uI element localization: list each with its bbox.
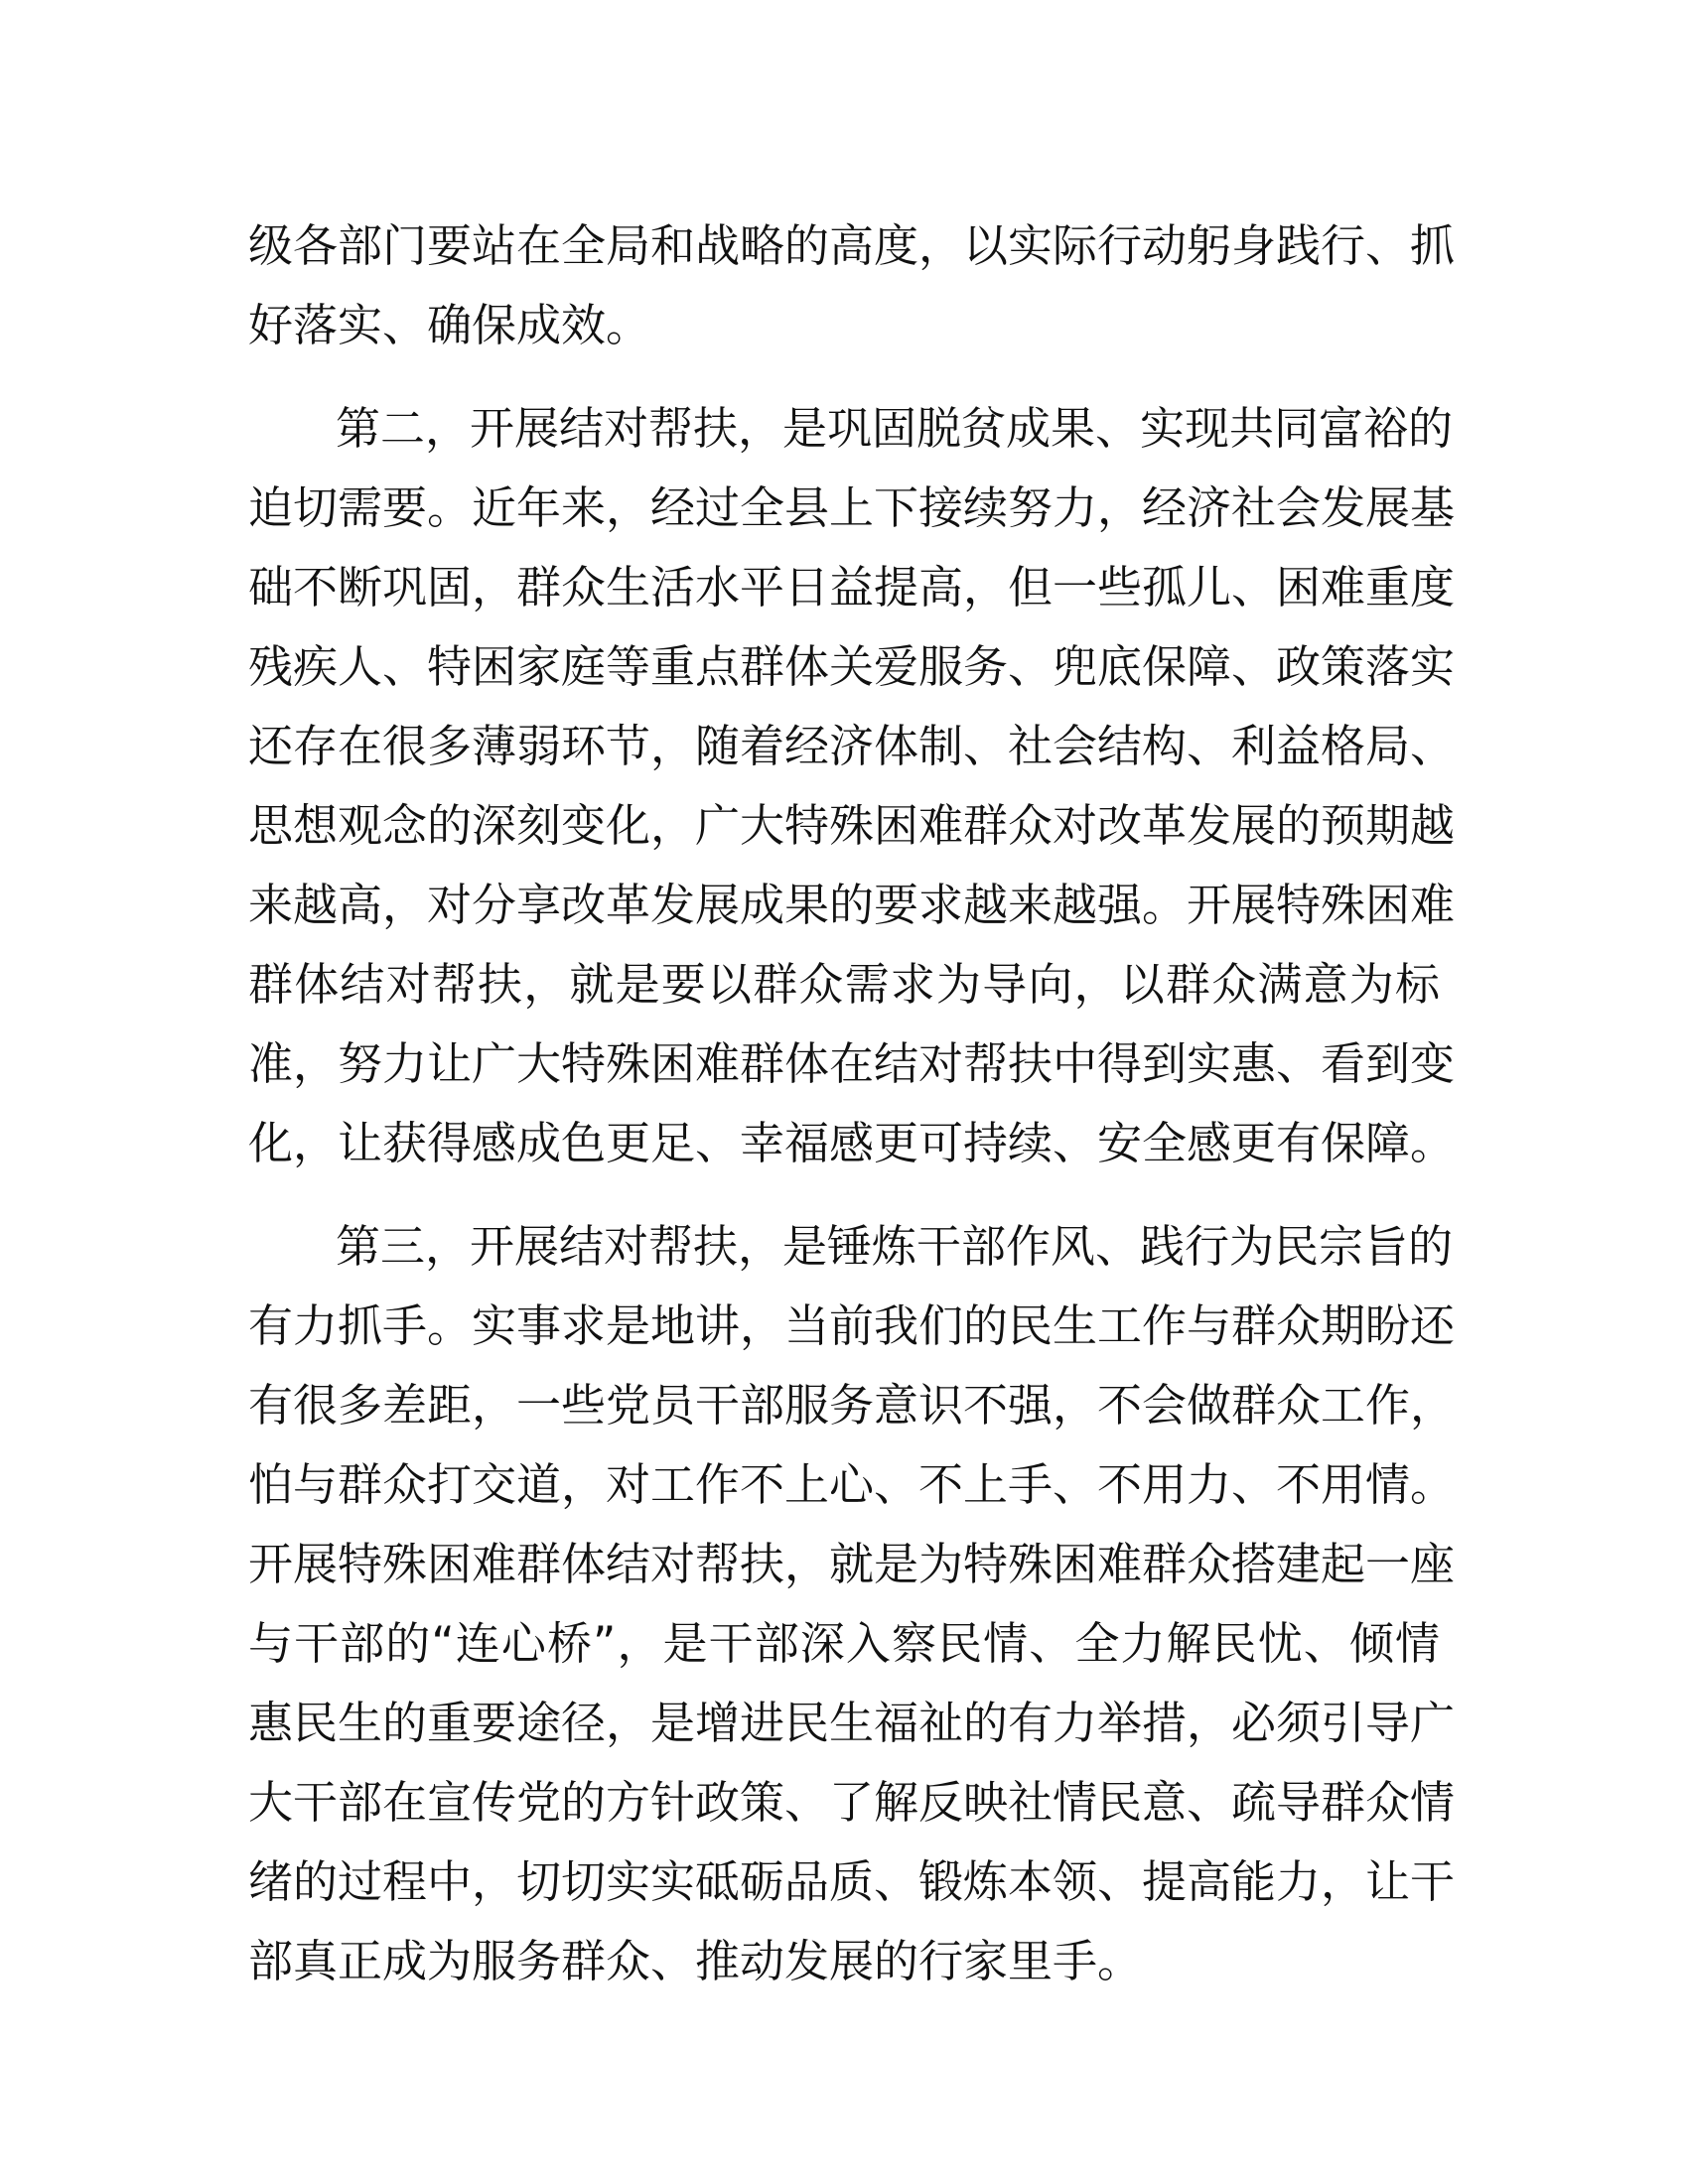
paragraph-line: 准，努力让广大特殊困难群体在结对帮扶中得到实惠、看到变 [248,1037,1456,1090]
paragraph-line: 绪的过程中，切切实实砥砺品质、锻炼本领、提高能力，让干 [248,1855,1456,1908]
paragraph-line: 好落实、确保成效。 [248,299,651,351]
paragraph-spacer [248,365,1440,389]
paragraph-line: 部真正成为服务群众、推动发展的行家里手。 [248,1935,1143,1987]
paragraph-line: 第三，开展结对帮扶，是锤炼干部作风、践行为民宗旨的 [336,1220,1454,1273]
paragraph-line: 与干部的“连心桥”，是干部深入察民情、全力解民忧、倾情 [248,1617,1440,1670]
paragraph-line: 开展特殊困难群体结对帮扶，就是为特殊困难群众搭建起一座 [248,1538,1456,1590]
paragraph-line: 迫切需要。近年来，经过全县上下接续努力，经济社会发展基 [248,481,1456,534]
paragraph-spacer [248,1183,1440,1207]
paragraph-line: 思想观念的深刻变化，广大特殊困难群众对改革发展的预期越 [248,799,1456,852]
paragraph-line: 还存在很多薄弱环节，随着经济体制、社会结构、利益格局、 [248,720,1456,772]
paragraph-line: 怕与群众打交道，对工作不上心、不上手、不用力、不用情。 [248,1458,1456,1511]
paragraph-line: 第二，开展结对帮扶，是巩固脱贫成果、实现共同富裕的 [336,402,1454,455]
paragraph-1 [248,206,1456,365]
paragraph-line: 础不断巩固，群众生活水平日益提高，但一些孤儿、困难重度 [248,561,1456,614]
document-body [248,206,1456,2001]
paragraph-2 [248,389,1456,1183]
paragraph-3 [248,1207,1456,2001]
paragraph-line: 惠民生的重要途径，是增进民生福祉的有力举措，必须引导广 [248,1697,1456,1749]
paragraph-line: 来越高，对分享改革发展成果的要求越来越强。开展特殊困难 [248,879,1456,931]
paragraph-line: 有力抓手。实事求是地讲，当前我们的民生工作与群众期盼还 [248,1299,1456,1352]
paragraph-line: 大干部在宣传党的方针政策、了解反映社情民意、疏导群众情 [248,1776,1456,1829]
paragraph-line: 残疾人、特困家庭等重点群体关爱服务、兜底保障、政策落实 [248,640,1456,693]
paragraph-line: 化，让获得感成色更足、幸福感更可持续、安全感更有保障。 [248,1117,1456,1169]
paragraph-line: 群体结对帮扶，就是要以群众需求为导向，以群众满意为标 [248,958,1440,1011]
paragraph-line: 有很多差距，一些党员干部服务意识不强，不会做群众工作， [248,1379,1456,1432]
paragraph-line: 级各部门要站在全局和战略的高度，以实际行动躬身践行、抓 [248,219,1456,272]
